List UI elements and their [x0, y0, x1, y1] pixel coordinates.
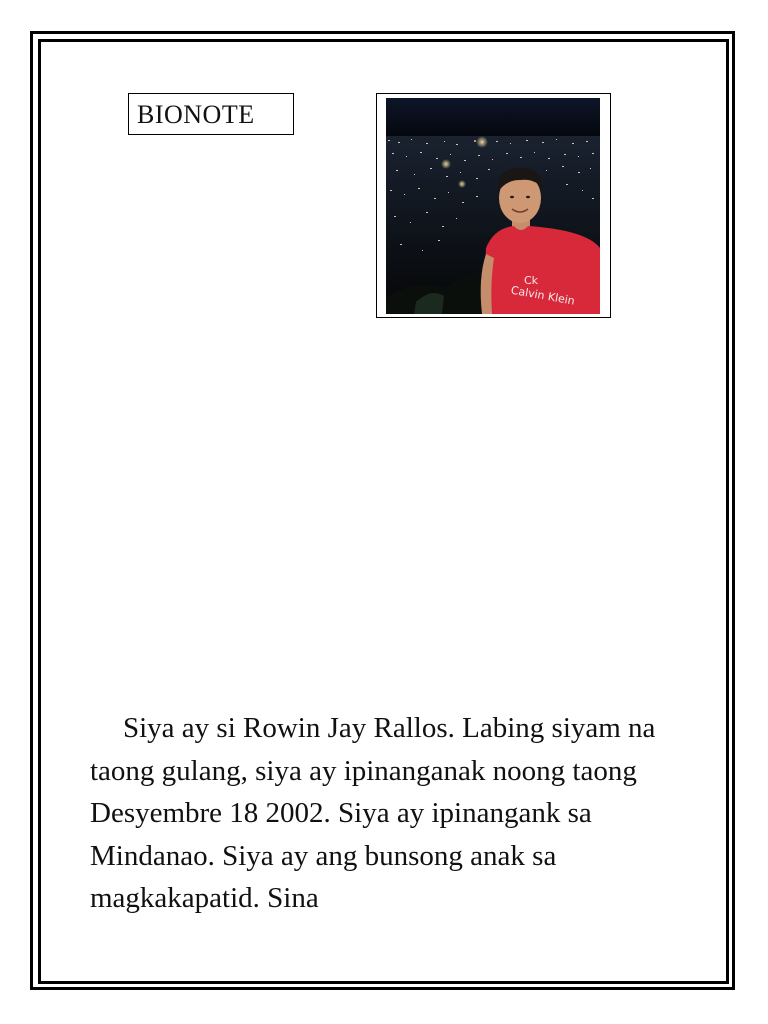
profile-photo	[386, 98, 600, 314]
bionote-title: BIONOTE	[128, 93, 294, 135]
shirt-logo-text: Ck	[524, 274, 539, 287]
profile-photo-frame	[376, 93, 611, 318]
bionote-body-text: Siya ay si Rowin Jay Rallos. Labing siyam na taong gulang, siya ay ipinanganak noong taong Desyembre 18 2002. Siya ay ipinangank sa Mindanao. Siya ay ang bunsong anak sa magkakapatid. Sina	[90, 712, 656, 914]
shirt-brand-text: Calvin Klein	[509, 283, 576, 308]
night-city-portrait-image	[386, 98, 600, 314]
